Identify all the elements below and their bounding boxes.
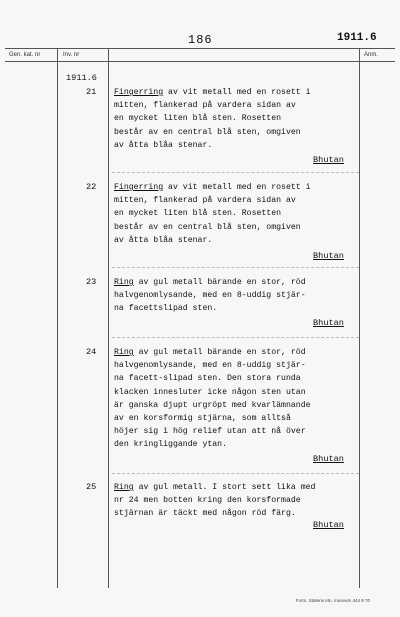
column-header-anm: Anm. bbox=[364, 52, 379, 58]
column-header-gen-kat-nr: Gen. kat. nr bbox=[9, 52, 41, 58]
entry-term: Ring bbox=[114, 278, 134, 287]
entry-number: 22 bbox=[86, 182, 97, 192]
form-footer: Form. Statens etn. museum 444 9 70 bbox=[295, 598, 370, 603]
top-rule bbox=[5, 48, 395, 49]
entry-number: 24 bbox=[86, 347, 97, 357]
entry-text: Fingerring av vit metall med en rosett i mitten, flankerad på vardera sidan av en mycket liten blå sten. Rosetten består av en central blå sten, omgiven av åtta blåa stenar. bbox=[114, 183, 311, 245]
entry-text: Ring av gul metall bärande en stor, röd halvgenomlysande, med en 8-uddig stjär- na facettslipad sten. bbox=[114, 278, 306, 314]
entry-separator bbox=[112, 172, 359, 173]
column-divider-2 bbox=[108, 48, 109, 588]
entry-origin: Bhutan bbox=[313, 155, 344, 165]
group-number: 1911.6 bbox=[66, 73, 97, 83]
entry-separator bbox=[112, 473, 359, 474]
page-number: 186 bbox=[188, 33, 213, 47]
entry-separator bbox=[112, 337, 359, 338]
entry-term: Ring bbox=[114, 483, 134, 492]
entry-number: 21 bbox=[86, 87, 97, 97]
header-bottom-rule bbox=[5, 61, 395, 62]
entry-origin: Bhutan bbox=[313, 318, 344, 328]
entry-origin: Bhutan bbox=[313, 251, 344, 261]
entry-origin: Bhutan bbox=[313, 520, 344, 530]
entry-text: Ring av gul metall. I stort sett lika med nr 24 men botten kring den korsformade stjärnan är täckt med någon röd färg. bbox=[114, 483, 316, 519]
entry-term: Ring bbox=[114, 348, 134, 357]
entry-number: 25 bbox=[86, 482, 97, 492]
entry-text: Ring av gul metall bärande en stor, röd halvgenomlysande, med en 8-uddig stjär- na facett-slipad sten. Den stora runda klacken innesluter icke någon sten utan är ganska djupt urgröpt med kvarlämnande av en korsformig stjärna, som alltså höjer sig i hög relief utan att nå över den kringliggande ytan. bbox=[114, 348, 311, 450]
entry-term: Fingerring bbox=[114, 88, 164, 97]
entry-term: Fingerring bbox=[114, 183, 164, 192]
entry-separator bbox=[112, 267, 359, 268]
accession-year-number: 1911.6 bbox=[337, 32, 377, 44]
entry-text: Fingerring av vit metall med en rosett i mitten, flankerad på vardera sidan av en mycket liten blå sten. Rosetten består av en central blå sten, omgiven av åtta blåa stenar. bbox=[114, 88, 311, 150]
column-divider-3 bbox=[359, 48, 360, 588]
column-divider-1 bbox=[57, 48, 58, 588]
entry-number: 23 bbox=[86, 277, 97, 287]
entry-origin: Bhutan bbox=[313, 454, 344, 464]
column-header-inv-nr: Inv. nr bbox=[63, 52, 80, 58]
